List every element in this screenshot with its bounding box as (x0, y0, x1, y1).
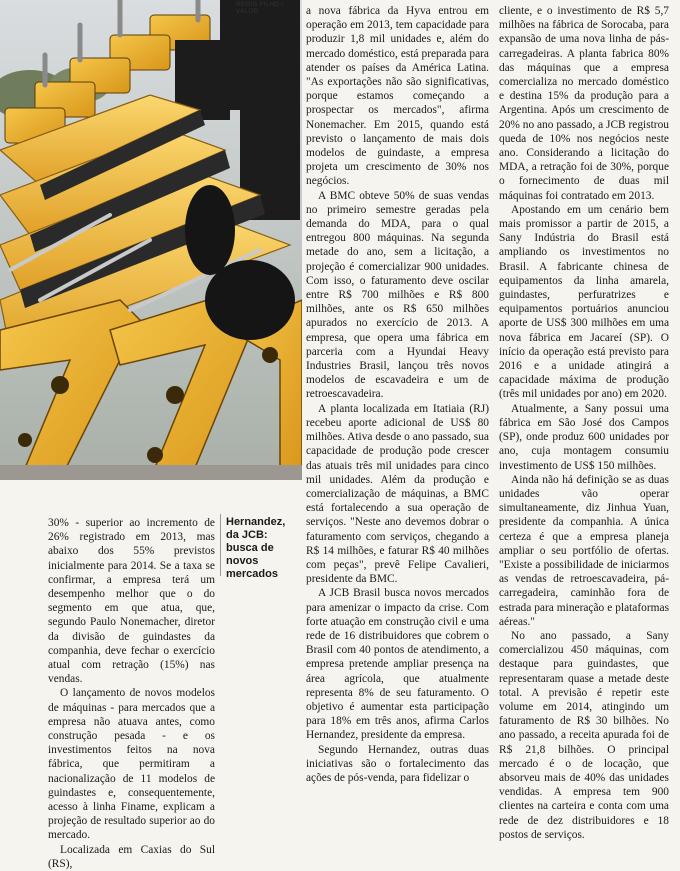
paragraph: cliente, e o investimento de R$ 5,7 milhões na fábrica de Sorocaba, para expansão de uma nova linha de pás-carregadeiras. A planta fabrica 80% das máquinas que a empresa comercializa no mercado doméstico e destina 15% da produção para a Argentina. Após um crescimento de 20% no ano passado, a JCB registrou queda de 10% nos negócios neste ano. Considerando a licitação do MDA, a retração foi de 30%, porque o fornecimento de duas mil máquinas foi contratado em 2013. (499, 5, 669, 202)
paragraph: Apostando em um cenário bem mais promissor a partir de 2015, a Sany Indústria do Brasil está ampliando os investimentos no Brasil. A fabricante chinesa de equipamentos da linha amarela, guindastes, perfuratrizes e equipamentos portuários anunciou aporte de US$ 300 milhões em uma nova fábrica em Jacareí (SP). O início da operação está previsto para 2016 e a unidade atingirá a capacidade máxima de produção (três mil unidades por ano) em 2020. (499, 203, 669, 401)
paragraph: A JCB Brasil busca novos mercados para amenizar o impacto da crise. Com forte atuação em construção civil e uma rede de 16 distribuidores que cobrem o Brasil com 40 pontos de atendimento, a empresa pretende ampliar presença na área agrícola, que atualmente representa 8% de seu faturamento. O objetivo é aumentar esta participação para 18% em três anos, afirma Carlos Hernandez, presidente da empresa. (306, 587, 489, 742)
paragraph: Atualmente, a Sany possui uma fábrica em São José dos Campos (SP), onde produz 600 unidades por ano, cuja montagem consumiu investimento de US$ 150 milhões. (499, 402, 669, 472)
paragraph: Segundo Hernandez, outras duas iniciativas são o fortalecimento das ações de pós-venda, para fidelizar o (306, 743, 489, 784)
yellow-backhoe-loaders-image (0, 0, 302, 480)
paragraph: A planta localizada em Itatiaia (RJ) recebeu aporte adicional de US$ 80 milhões. Ativa desde o ano passado, sua capacidade de produção pode crescer das atuais três mil unidades para cinco mil unidades. Além da produção e comercialização de máquinas, a BMC está fortalecendo a sua operação de serviços. "Neste ano devemos dobrar o faturamento com serviços, chegando a R$ 14 milhões, e faturar R$ 40 milhões com peças", prevê Felipe Cavalieri, presidente da BMC. (306, 402, 489, 586)
article-column-3 (499, 4, 669, 842)
article-column-1 (48, 516, 215, 871)
paragraph: Localizada em Caxias do Sul (RS), (48, 843, 215, 870)
paragraph: 30% - superior ao incremento de 26% registrado em 2013, mas abaixo dos 55% previstos inicialmente para 2014. Se a taxa se confirmar, a empresa terá um desempenho melhor que o do segmento em que atua, que, segundo Paulo Nonemacher, diretor da divisão de guindastes da companhia, deve fechar o exercício atual com retração (15%) nas vendas. (48, 517, 215, 686)
article-column-2 (306, 4, 489, 785)
caption-divider (220, 514, 221, 576)
paragraph: No ano passado, a Sany comercializou 450 máquinas, com destaque para guindastes, que representaram quase a metade deste total. A previsão é repetir este volume em 2014, atingindo um faturamento de R$ 30 bilhões. No ano passado, a receita apurada foi de R$ 21,8 bilhões. O principal mercado é o de locação, que absorveu mais de 40% das unidades vendidas. A empresa tem 900 clientes na carteira e conta com uma rede de dez distribuidores e 18 postos de serviços. (499, 629, 669, 841)
machines-photo (0, 0, 302, 480)
paragraph: A BMC obteve 50% de suas vendas no primeiro semestre geradas pela demanda do MDA, para o qual entregou 800 máquinas. Na segunda metade do ano, sem a licitação, a projeção é comercializar 900 unidades. Com isso, o faturamento deve oscilar entre R$ 700 milhões e R$ 800 milhões, ante os R$ 650 milhões apurados no exercício de 2013. A empresa, que opera uma fábrica em parceria com a Hyundai Heavy Industries Brasil, lançou três novos modelos de escavadeira e um de retroescavadeira. (306, 189, 489, 401)
paragraph: O lançamento de novos modelos de máquinas - para mercados que a empresa não atuava antes, como construção pesada - e os investimentos feitos na nova fábrica, que permitiram a nacionalização de 11 modelos de guindastes e, consequentemente, acesso à linha Finame, explicam a projeção de resultado superior ao do mercado. (48, 687, 215, 842)
photo-credit: REGIS FILHO / VALOR (236, 1, 284, 15)
photo-caption: Hernandez, da JCB: busca de novos mercados (226, 516, 286, 580)
paragraph: a nova fábrica da Hyva entrou em operação em 2013, tem capacidade para produzir 1,8 mil unidades e, além do mercado doméstico, está preparada para atender os países da América Latina. "As exportações não são significativas, porque estamos começando a prospectar os mercados", afirma Nonemacher. Em 2015, quando está previsto o lançamento de mais dois modelos de guindaste, a empresa projeta um crescimento de 30% nos negócios. (306, 5, 489, 188)
paragraph: Ainda não há definição se as duas unidades vão operar simultaneamente, diz Jinhua Yuan, presidente da companhia. A única certeza é que a empresa planeja ampliar o seu portfólio de ofertas. "Existe a possibilidade de iniciarmos as vendas de retroescavadeira, pá-carregadeira, caminhão fora de estrada para mineração e plataformas aéreas." (499, 473, 669, 628)
